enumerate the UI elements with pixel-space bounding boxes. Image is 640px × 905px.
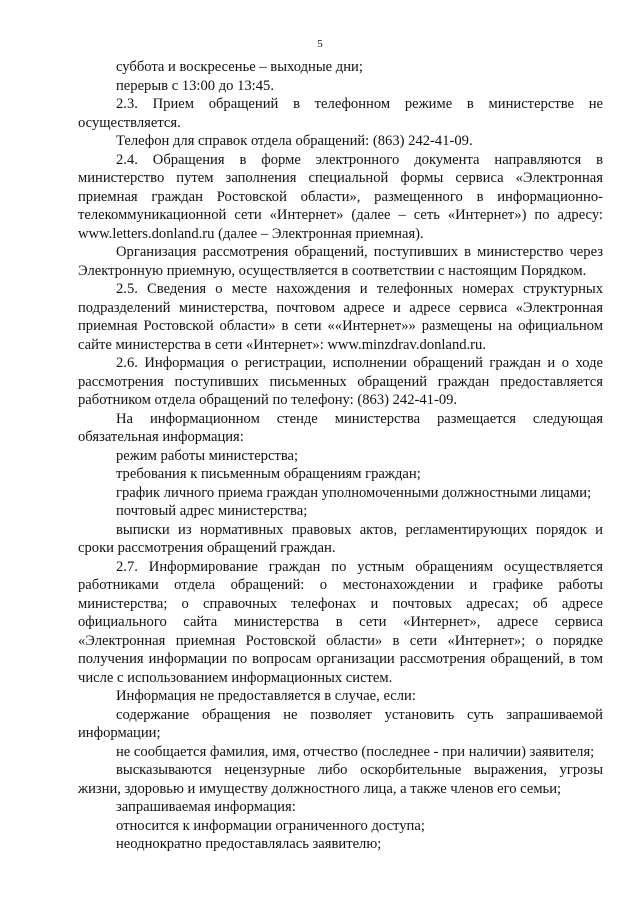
paragraph: 2.5. Сведения о месте нахождения и телефонных номерах структурных подразделений министерства, почтовом адресе и адресе сервиса «Электронная приемная Ростовской области» в сети ««Интернет»» размещены на официальном сайте министерства в сети «Интернет»: www.minzdrav.donland.ru. (78, 281, 603, 353)
page-number: 5 (317, 38, 323, 50)
paragraph: 2.6. Информация о регистрации, исполнении обращений граждан и о ходе рассмотрения поступивших письменных обращений граждан предоставляется работником отдела обращений по телефону: (863) 242-41-09. (78, 355, 603, 408)
list-item: неоднократно предоставлялась заявителю; (116, 836, 382, 852)
paragraph: суббота и воскресенье – выходные дни; (116, 59, 363, 75)
paragraph: Организация рассмотрения обращений, поступивших в министерство через Электронную приемную, осуществляется в соответствии с настоящим Порядком. (78, 244, 603, 279)
paragraph: 2.7. Информирование граждан по устным обращениям осуществляется работниками отдела обращений: о местонахождении и графике работы министерства; о справочных телефонах и почтовых адресах; об адресе официального сайта министерства в сети «Интернет», адресе сервиса «Электронная приемная Ростовской области» в сети «Интернет»; о порядке получения информации по вопросам организации рассмотрения обращений, в том числе с использованием информационных систем. (78, 558, 603, 686)
list-item: высказываются нецензурные либо оскорбительные выражения, угрозы жизни, здоровью и имуществу должностного лица, а также членов его семьи; (78, 762, 603, 797)
list-item: почтовый адрес министерства; (116, 503, 308, 519)
list-item: требования к письменным обращениям граждан; (116, 466, 421, 482)
list-item: запрашиваемая информация: (116, 799, 296, 815)
paragraph: 2.4. Обращения в форме электронного документа направляются в министерство путем заполнения специальной формы сервиса «Электронная приемная граждан Ростовской области», размещенного в информационно-телекоммуникационной сети «Интернет» (далее – сеть «Интернет») по адресу: www.letters.donland.ru (далее – Электронная приемная). (78, 151, 603, 242)
paragraph: Телефон для справок отдела обращений: (863) 242-41-09. (116, 133, 473, 149)
list-item: не сообщается фамилия, имя, отчество (последнее - при наличии) заявителя; (116, 743, 595, 760)
paragraph: перерыв с 13:00 до 13:45. (116, 77, 274, 94)
list-item: график личного приема граждан уполномоченными должностными лицами; (116, 484, 592, 501)
list-item: содержание обращения не позволяет установить суть запрашиваемой информации; (78, 706, 603, 741)
paragraph: 2.3. Прием обращений в телефонном режиме в министерстве не осуществляется. (78, 96, 603, 131)
document-body (78, 58, 603, 854)
paragraph: Информация не предоставляется в случае, если: (116, 688, 416, 704)
list-item: режим работы министерства; (116, 447, 299, 464)
list-item: выписки из нормативных правовых актов, регламентирующих порядок и сроки рассмотрения обращений граждан. (78, 521, 603, 556)
paragraph: На информационном стенде министерства размещается следующая обязательная информация: (78, 410, 603, 445)
list-item: относится к информации ограниченного доступа; (116, 817, 425, 834)
